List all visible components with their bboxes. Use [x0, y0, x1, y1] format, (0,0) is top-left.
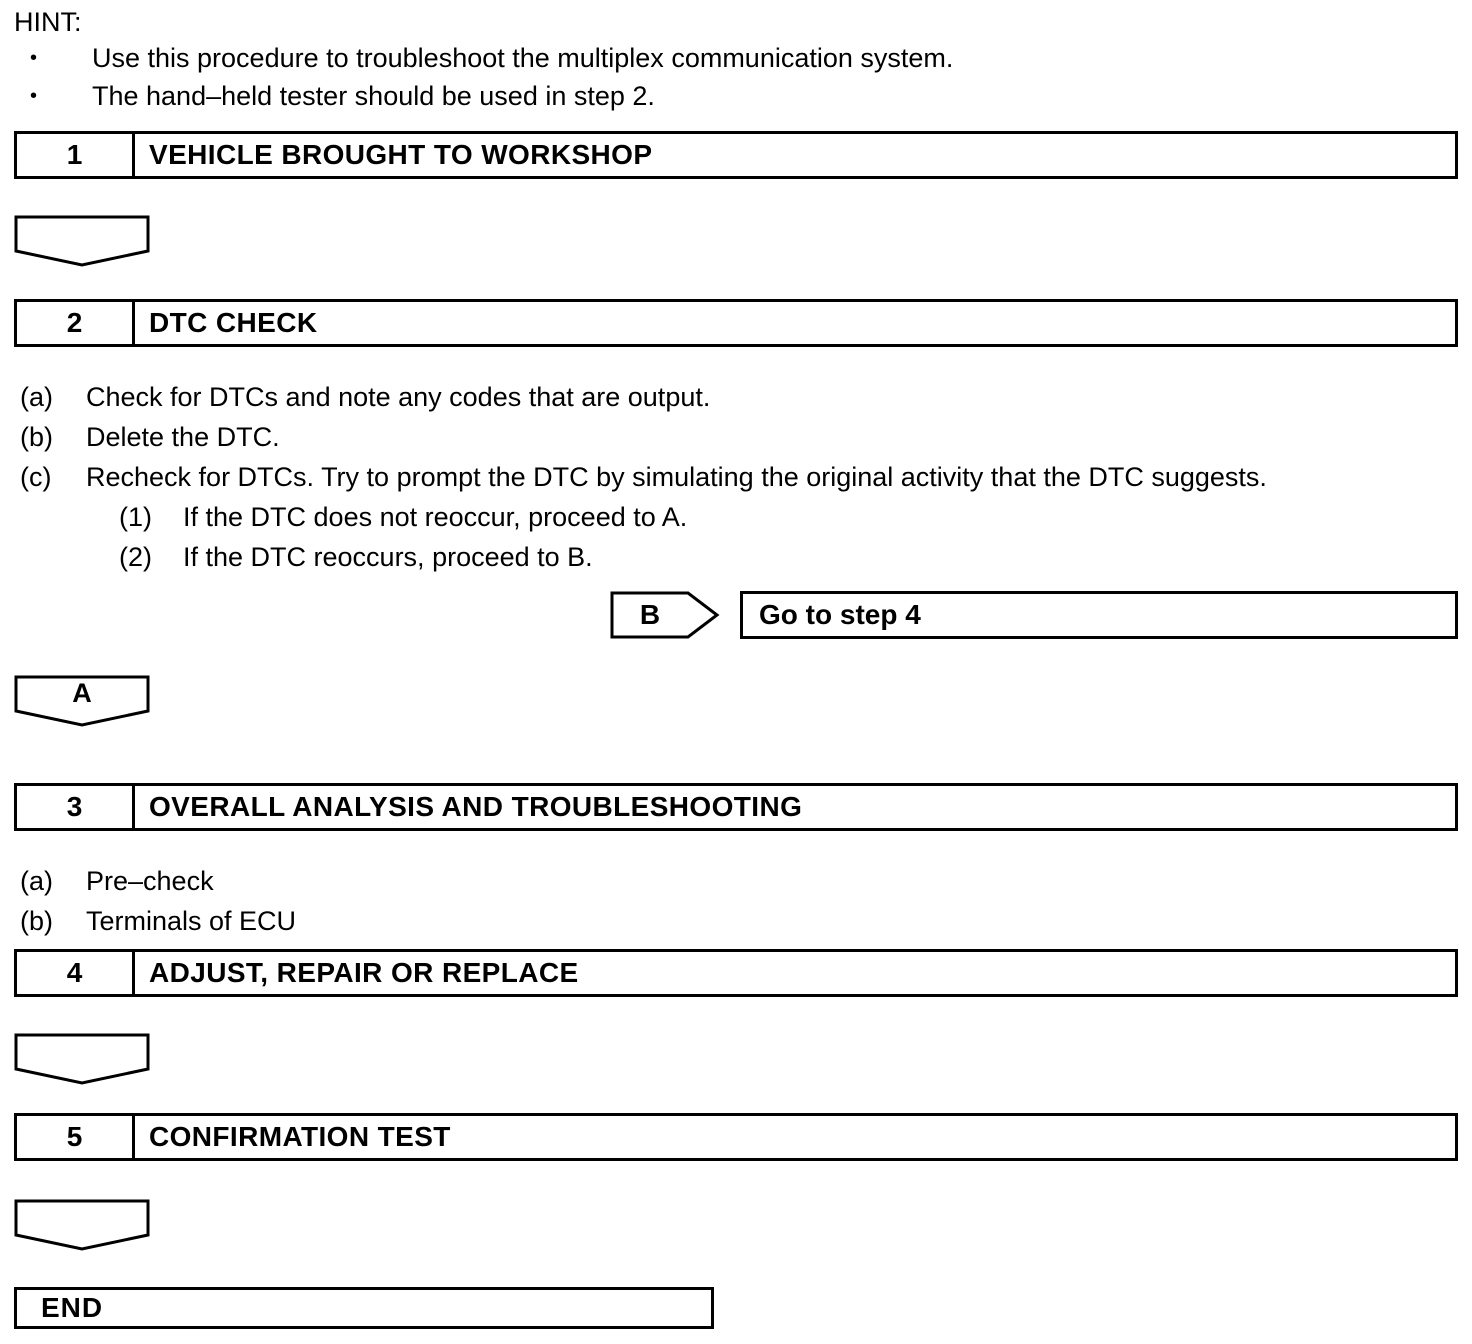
- branch-action-box: Go to step 4: [740, 591, 1458, 639]
- item-text: Check for DTCs and note any codes that are output.: [86, 382, 711, 412]
- flow-connector-down-icon: [14, 1199, 150, 1251]
- flow-connector-down-icon: [14, 1033, 150, 1085]
- step-title: CONFIRMATION TEST: [149, 1121, 451, 1152]
- step-number: 1: [17, 134, 135, 176]
- item-text: Terminals of ECU: [86, 906, 297, 936]
- step-title: ADJUST, REPAIR OR REPLACE: [149, 957, 579, 988]
- branch-label: B: [639, 599, 661, 630]
- branch-b-arrow: [610, 591, 720, 639]
- bullet-icon: •: [30, 47, 38, 69]
- step-title: VEHICLE BROUGHT TO WORKSHOP: [149, 139, 653, 170]
- connector-a-label: A: [72, 677, 92, 708]
- hint-bullet-1: [14, 39, 1458, 77]
- step-box-1: [14, 131, 1458, 179]
- step3-instructions: [14, 861, 1458, 941]
- item-label: (b): [20, 906, 53, 936]
- item-text: Delete the DTC.: [86, 422, 280, 452]
- list-item: [14, 417, 1458, 457]
- list-subitem: [14, 537, 1458, 577]
- step-number: 2: [17, 302, 135, 344]
- hint-bullet-text: The hand–held tester should be used in step 2.: [92, 81, 655, 111]
- item-text: If the DTC reoccurs, proceed to B.: [183, 542, 593, 572]
- step-box-3: [14, 783, 1458, 831]
- item-label: (1): [119, 502, 152, 532]
- step-box-2: [14, 299, 1458, 347]
- hint-bullet-2: [14, 77, 1458, 115]
- flow-connector-down: [14, 1033, 150, 1085]
- step-title: DTC CHECK: [149, 307, 318, 338]
- item-label: (c): [20, 462, 52, 492]
- item-label: (2): [119, 542, 152, 572]
- item-text: If the DTC does not reoccur, proceed to A.: [183, 502, 688, 532]
- hint-bullet-text: Use this procedure to troubleshoot the multiplex communication system.: [92, 43, 954, 73]
- list-subitem: [14, 497, 1458, 537]
- item-label: (a): [20, 382, 53, 412]
- item-label: (b): [20, 422, 53, 452]
- bullet-icon: •: [30, 85, 38, 107]
- branch-b-row: [610, 591, 1458, 639]
- hint-section: [14, 5, 1458, 115]
- step-number: 5: [17, 1116, 135, 1158]
- list-item: [14, 377, 1458, 417]
- step2-instructions: [14, 377, 1458, 577]
- flow-connector-a: [14, 675, 150, 727]
- step-number: 4: [17, 952, 135, 994]
- step-box-4: [14, 949, 1458, 997]
- flow-connector-down-icon: [14, 215, 150, 267]
- flow-connector-down: [14, 1199, 150, 1251]
- step-number: 3: [17, 786, 135, 828]
- item-text: Recheck for DTCs. Try to prompt the DTC by simulating the original activity that the DTC suggests.: [86, 462, 1267, 492]
- step-title: OVERALL ANALYSIS AND TROUBLESHOOTING: [149, 791, 803, 822]
- end-box: END: [14, 1287, 714, 1329]
- hint-label: HINT:: [14, 7, 82, 37]
- item-text: Pre–check: [86, 866, 214, 896]
- item-label: (a): [20, 866, 53, 896]
- list-item: [14, 901, 1458, 941]
- flow-connector-down: [14, 215, 150, 267]
- list-item: [14, 861, 1458, 901]
- list-item: [14, 457, 1458, 497]
- step-box-5: [14, 1113, 1458, 1161]
